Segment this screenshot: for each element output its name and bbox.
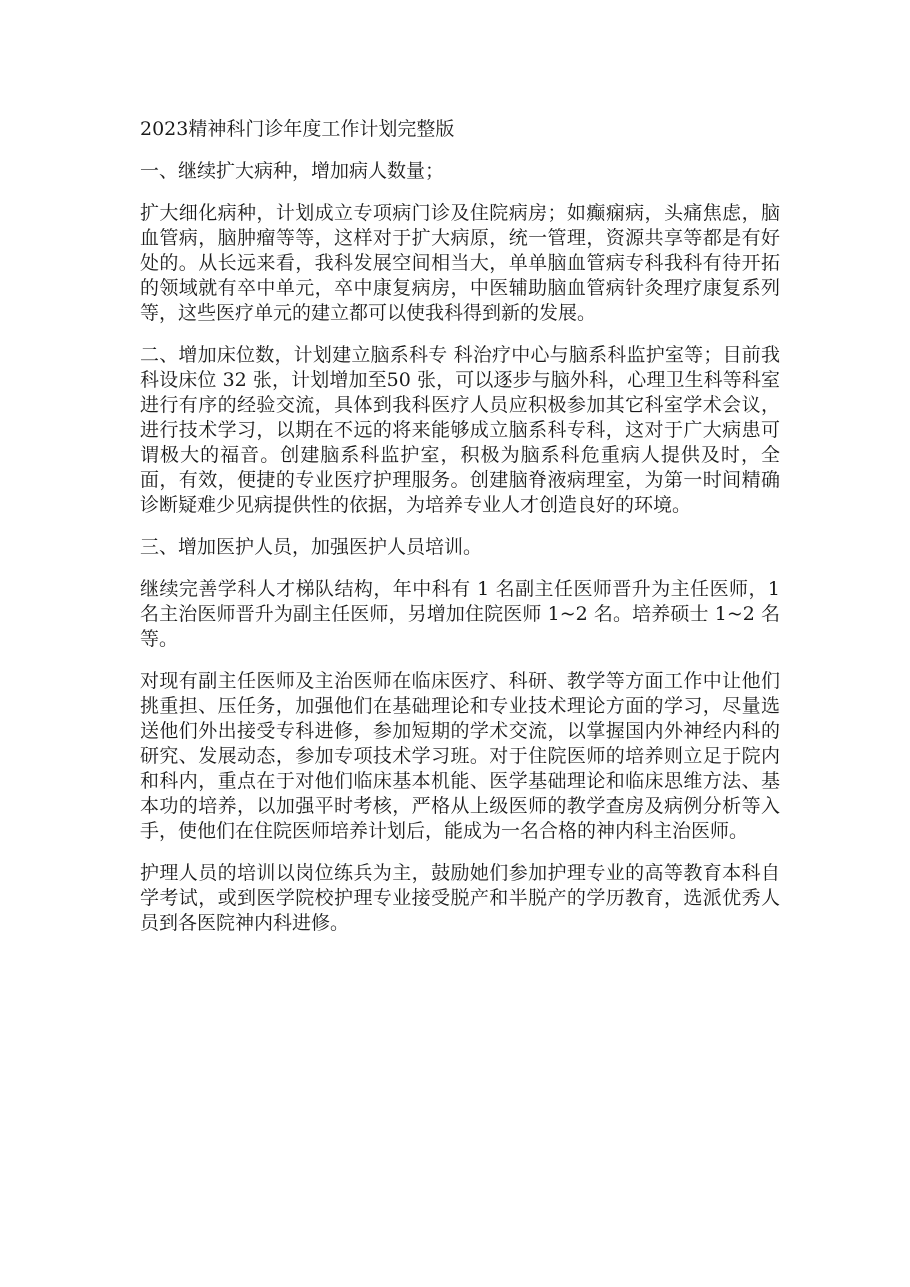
section-heading-1: 一、继续扩大病种，增加病人数量； xyxy=(140,160,445,182)
paragraph-increase-beds: 二、增加床位数，计划建立脑系科专 科治疗中心与脑系科监护室等；目前我科设床位 32 张，计划增加至50 张，可以逐步与脑外科，心理卫生科等科室进行有序的经验交流，具体到我科医疗人员应积极参加其它科室学术会议，进行技术学习，以期在不远的将来能够成立脑系科专科，这对于广大病患可谓极大的福音。创建脑系科监护室，积极为脑系科危重病人提供及时，全面，有效，便捷的专业医疗护理服务。创建脑脊液病理室，为第一时间精确诊断疑难少见病提供性的依据，为培养专业人才创造良好的环境。 xyxy=(140,344,780,516)
document-title: 2023精神科门诊年度工作计划完整版 xyxy=(140,118,455,140)
paragraph-expand-disease-types: 扩大细化病种，计划成立专项病门诊及住院病房；如癫痫病，头痛焦虑，脑血管病，脑肿瘤等等，这样对于扩大病原，统一管理，资源共享等都是有好处的。从长远来看，我科发展空间相当大，单单脑血管病专科我科有待开拓的领域就有卒中单元，卒中康复病房，中医辅助脑血管病针灸理疗康复系列等，这些医疗单元的建立都可以使我科得到新的发展。 xyxy=(140,202,780,324)
section-heading-3: 三、增加医护人员，加强医护人员培训。 xyxy=(140,536,483,558)
paragraph-talent-structure: 继续完善学科人才梯队结构，年中科有 1 名副主任医师晋升为主任医师，1名主治医师晋升为副主任医师，另增加住院医师 1~2 名。培养硕士 1~2 名等。 xyxy=(140,578,780,650)
paragraph-nurse-training: 护理人员的培训以岗位练兵为主，鼓励她们参加护理专业的高等教育本科自学考试，或到医学院校护理专业接受脱产和半脱产的学历教育，选派优秀人员到各医院神内科进修。 xyxy=(140,862,780,934)
document-body xyxy=(140,117,780,953)
paragraph-physician-training: 对现有副主任医师及主治医师在临床医疗、科研、教学等方面工作中让他们挑重担、压任务，加强他们在基础理论和专业技术理论方面的学习，尽量选送他们外出接受专科进修，参加短期的学术交流，以掌握国内外神经内科的研究、发展动态，参加专项技术学习班。对于住院医师的培养则立足于院内和科内，重点在于对他们临床基本机能、医学基础理论和临床思维方法、基本功的培养，以加强平时考核，严格从上级医师的教学查房及病例分析等入手，使他们在住院医师培养计划后，能成为一名合格的神内科主治医师。 xyxy=(140,670,780,842)
